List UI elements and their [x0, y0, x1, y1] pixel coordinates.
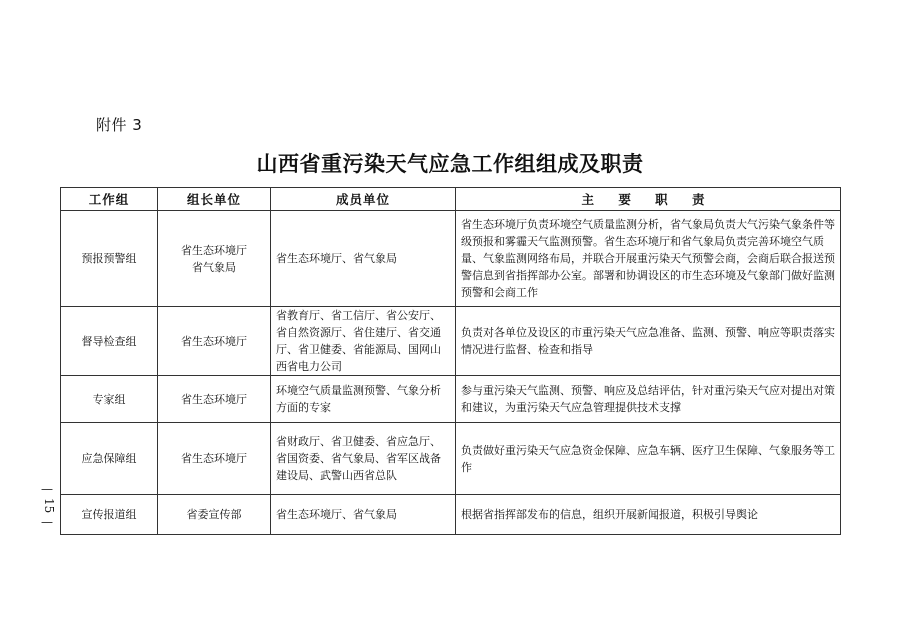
table-row	[61, 376, 841, 423]
page-number-dash: —	[41, 515, 53, 530]
group-cell: 督导检查组	[61, 307, 158, 376]
duty-table	[60, 187, 841, 535]
lead-cell	[158, 307, 271, 376]
header-duty: 主 要 职 责	[456, 188, 841, 211]
header-lead-unit: 组长单位	[158, 188, 271, 211]
lead-unit: 省生态环境厅	[181, 392, 247, 406]
lead-cell	[158, 376, 271, 423]
group-cell: 宣传报道组	[61, 495, 158, 535]
duty-cell: 负责对各单位及设区的市重污染天气应急准备、监测、预警、响应等职责落实情况进行监督、检查和指导	[456, 307, 841, 376]
table-row	[61, 211, 841, 307]
table-row	[61, 307, 841, 376]
lead-unit: 省生态环境厅	[181, 452, 247, 465]
duty-cell: 负责做好重污染天气应急资金保障、应急车辆、医疗卫生保障、气象服务等工作	[456, 423, 841, 495]
duty-cell: 省生态环境厅负责环境空气质量监测分析，省气象局负责大气污染气象条件等级预报和雾霾天气监测预警。省生态环境厅和省气象局负责完善环境空气质量、气象监测网络布局，并联合开展重污染天气预警会商，会商后联合报送预警信息到省指挥部办公室。部署和协调设区的市生态环境及气象部门做好监测预警和会商工作	[456, 211, 841, 307]
group-cell: 预报预警组	[61, 211, 158, 307]
duty-cell: 参与重污染天气监测、预警、响应及总结评估，针对重污染天气应对提出对策和建议，为重污染天气应急管理提供技术支撑	[456, 376, 841, 423]
lead-unit: 省生态环境厅	[181, 334, 247, 348]
lead-unit: 省委宣传部	[186, 508, 242, 521]
members-cell: 省财政厅、省卫健委、省应急厅、省国资委、省气象局、省军区战备建设局、武警山西省总队	[271, 423, 456, 495]
members-cell: 省生态环境厅、省气象局	[271, 211, 456, 307]
table-header-row	[61, 188, 841, 211]
group-cell: 应急保障组	[61, 423, 158, 495]
header-member-unit: 成员单位	[271, 188, 456, 211]
lead-cell	[158, 211, 271, 307]
page-number	[40, 480, 54, 531]
members-cell: 环境空气质量监测预警、气象分析方面的专家	[271, 376, 456, 423]
members-cell: 省生态环境厅、省气象局	[271, 495, 456, 535]
lead-unit: 省气象局	[192, 260, 236, 274]
group-cell: 专家组	[61, 376, 158, 423]
lead-cell	[158, 423, 271, 495]
page-number-digits: 15	[42, 498, 56, 514]
page-number-dash: —	[41, 482, 53, 496]
table-row	[61, 495, 841, 535]
table-row	[61, 423, 841, 495]
header-group: 工作组	[61, 188, 158, 211]
lead-cell	[158, 495, 271, 535]
duty-cell: 根据省指挥部发布的信息，组织开展新闻报道，积极引导舆论	[456, 495, 841, 535]
members-cell: 省教育厅、省工信厅、省公安厅、省自然资源厅、省住建厅、省交通厅、省卫健委、省能源局、国网山西省电力公司	[271, 307, 456, 376]
document-title: 山西省重污染天气应急工作组组成及职责	[256, 151, 644, 176]
attachment-label: 附件 3	[96, 116, 143, 134]
lead-unit: 省生态环境厅	[181, 243, 247, 257]
